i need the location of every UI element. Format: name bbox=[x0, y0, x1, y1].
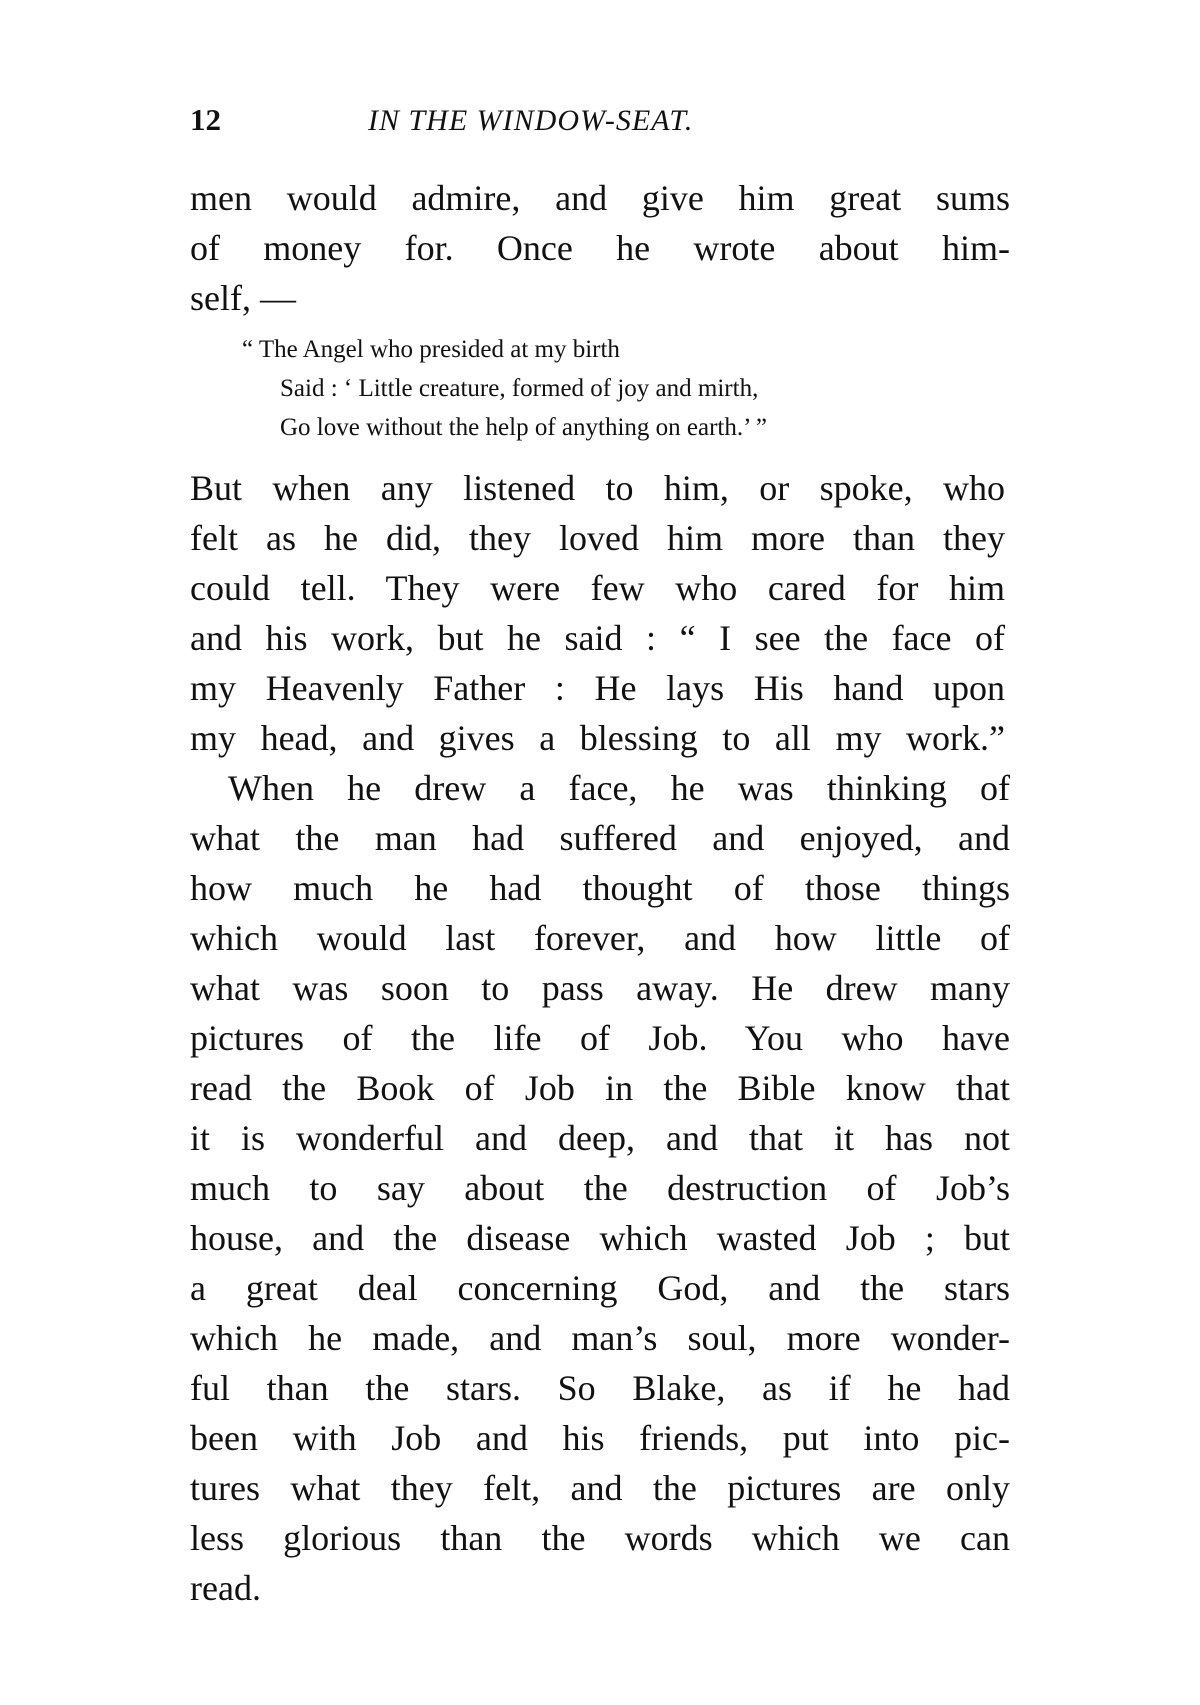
text-line: it is wonderful and deep, and that it has not bbox=[190, 1118, 1010, 1158]
text-line: read. bbox=[190, 1568, 261, 1608]
text-line: what was soon to pass away. He drew many bbox=[190, 968, 1010, 1008]
paragraph-1 bbox=[190, 173, 1010, 323]
text-line: could tell. They were few who cared for him bbox=[190, 568, 1005, 608]
text-line: what the man had suffered and enjoyed, and bbox=[190, 818, 1010, 858]
text-line: pictures of the life of Job. You who have bbox=[190, 1018, 1010, 1058]
paragraph-3 bbox=[190, 763, 1010, 1613]
text-line: my Heavenly Father : He lays His hand upon bbox=[190, 668, 1005, 708]
page-number: 12 bbox=[190, 102, 221, 137]
text-line: been with Job and his friends, put into pic- bbox=[190, 1418, 1010, 1458]
text-line: tures what they felt, and the pictures are only bbox=[190, 1468, 1010, 1508]
text-line: a great deal concerning God, and the stars bbox=[190, 1268, 1010, 1308]
verse-line: Go love without the help of anything on earth.’ ” bbox=[280, 414, 767, 441]
running-head bbox=[190, 102, 820, 152]
verse-quotation bbox=[242, 330, 962, 447]
text-line: how much he had thought of those things bbox=[190, 868, 1010, 908]
text-line: When he drew a face, he was thinking of bbox=[228, 768, 1010, 808]
verse-line: Said : ‘ Little creature, formed of joy and mirth, bbox=[280, 375, 759, 402]
text-line: felt as he did, they loved him more than they bbox=[190, 518, 1005, 558]
text-line: and his work, but he said : “ I see the face of bbox=[190, 618, 1005, 658]
text-line: men would admire, and give him great sums bbox=[190, 178, 1010, 218]
text-line: less glorious than the words which we can bbox=[190, 1518, 1010, 1558]
text-line: much to say about the destruction of Job’s bbox=[190, 1168, 1010, 1208]
text-line: which would last forever, and how little of bbox=[190, 918, 1010, 958]
text-line: of money for. Once he wrote about him- bbox=[190, 228, 1010, 268]
text-line: But when any listened to him, or spoke, who bbox=[190, 468, 1005, 508]
text-line: ful than the stars. So Blake, as if he had bbox=[190, 1368, 1010, 1408]
text-line: read the Book of Job in the Bible know that bbox=[190, 1068, 1010, 1108]
text-line: my head, and gives a blessing to all my work.” bbox=[190, 718, 1005, 758]
text-line: self, — bbox=[190, 278, 296, 318]
verse-line: “ The Angel who presided at my birth bbox=[242, 336, 620, 363]
text-line: which he made, and man’s soul, more wonder- bbox=[190, 1318, 1010, 1358]
running-title: IN THE WINDOW-SEAT. bbox=[368, 104, 694, 137]
paragraph-2 bbox=[190, 463, 1005, 763]
text-line: house, and the disease which wasted Job ; but bbox=[190, 1218, 1010, 1258]
